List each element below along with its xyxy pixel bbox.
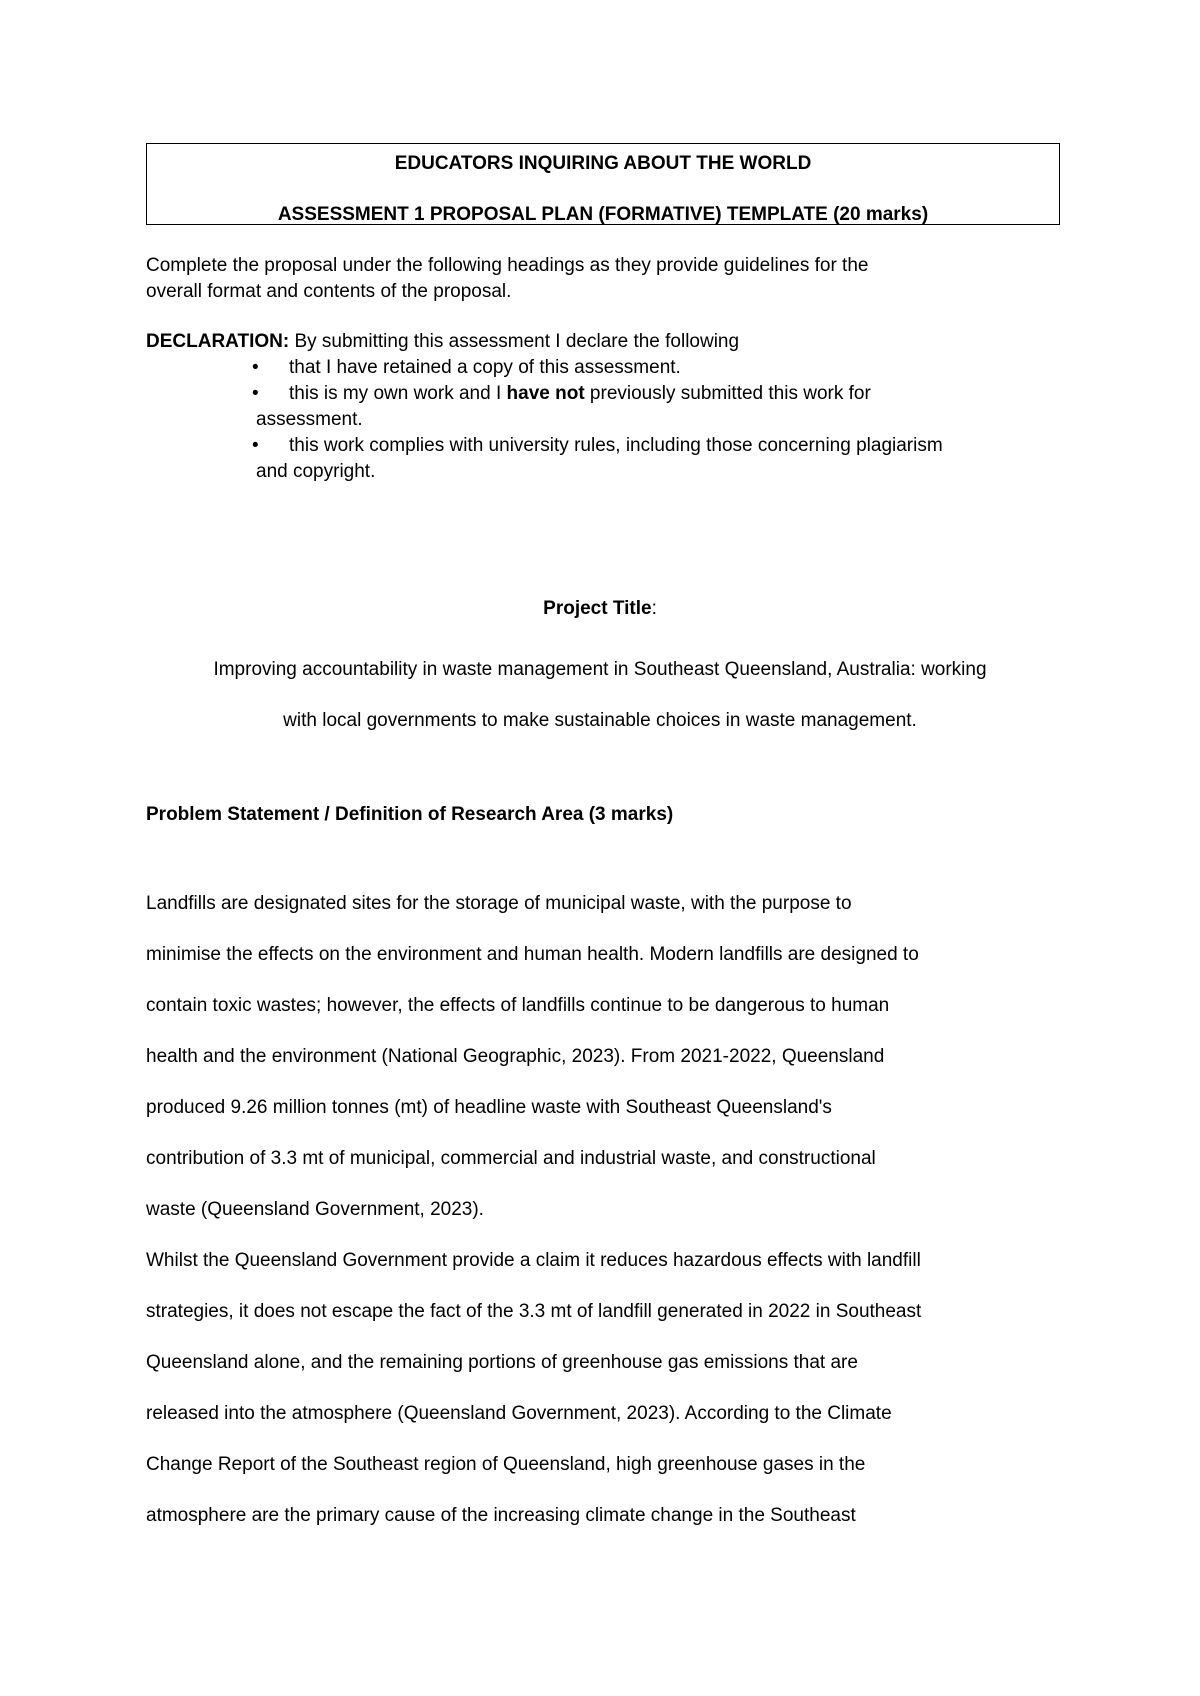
instructions-line: Complete the proposal under the following headings as they provide guidelines for the — [146, 255, 869, 276]
instructions-paragraph — [146, 253, 1066, 305]
text-line: contribution of 3.3 mt of municipal, commercial and industrial waste, and constructional — [146, 1148, 876, 1169]
project-title-line: Improving accountability in waste management in Southeast Queensland, Australia: working — [213, 659, 987, 680]
text-line: contain toxic wastes; however, the effects of landfills continue to be dangerous to human — [146, 995, 890, 1016]
instructions-line: overall format and contents of the proposal. — [146, 281, 512, 302]
bullet-icon: • — [252, 383, 259, 404]
text-line: strategies, it does not escape the fact of the 3.3 mt of landfill generated in 2022 in Southeast — [146, 1301, 922, 1322]
paragraph — [146, 1235, 1066, 1541]
list-item-text: this work complies with university rules, including those concerning plagiarism — [289, 435, 943, 456]
text-line: waste (Queensland Government, 2023). — [146, 1199, 484, 1220]
list-item-emphasis: have not — [506, 383, 585, 404]
bullet-icon: • — [252, 357, 259, 378]
list-item-text: that I have retained a copy of this assessment. — [289, 357, 681, 378]
project-title-heading — [0, 596, 1200, 622]
list-item-text: previously submitted this work for — [584, 383, 871, 404]
list-item — [146, 433, 1066, 459]
declaration-list — [146, 355, 1066, 485]
text-line: Landfills are designated sites for the storage of municipal waste, with the purpose to — [146, 893, 852, 914]
text-line: health and the environment (National Geographic, 2023). From 2021-2022, Queensland — [146, 1046, 885, 1067]
text-line: atmosphere are the primary cause of the increasing climate change in the Southeast — [146, 1505, 856, 1526]
assessment-title: ASSESSMENT 1 PROPOSAL PLAN (FORMATIVE) TEMPLATE (20 marks) — [277, 204, 929, 225]
project-title — [120, 644, 1080, 746]
declaration-block — [146, 329, 1066, 485]
list-item-continuation: assessment. — [256, 409, 363, 430]
project-title-line: with local governments to make sustainable choices in waste management. — [283, 710, 917, 731]
declaration-heading — [146, 329, 1066, 355]
bullet-icon: • — [252, 435, 259, 456]
list-item — [146, 355, 1066, 381]
text-line: minimise the effects on the environment and human health. Modern landfills are designed to — [146, 944, 919, 965]
project-title-label: Project Title — [543, 598, 652, 619]
text-line: Queensland alone, and the remaining portions of greenhouse gas emissions that are — [146, 1352, 858, 1373]
section-heading: Problem Statement / Definition of Research Area (3 marks) — [146, 804, 674, 825]
list-item-text: this is my own work and I — [289, 383, 507, 404]
text-line: Whilst the Queensland Government provide a claim it reduces hazardous effects with landfill — [146, 1250, 921, 1271]
declaration-text: By submitting this assessment I declare the following — [289, 331, 740, 352]
title-box — [146, 143, 1060, 225]
course-title: EDUCATORS INQUIRING ABOUT THE WORLD — [394, 153, 812, 174]
problem-statement-body — [146, 878, 1066, 1541]
paragraph — [146, 878, 1066, 1235]
declaration-label: DECLARATION: — [146, 331, 290, 352]
list-item-continuation: and copyright. — [256, 461, 376, 482]
text-line: released into the atmosphere (Queensland Government, 2023). According to the Climate — [146, 1403, 892, 1424]
text-line: produced 9.26 million tonnes (mt) of headline waste with Southeast Queensland's — [146, 1097, 832, 1118]
list-item — [146, 381, 1066, 407]
text-line: Change Report of the Southeast region of Queensland, high greenhouse gases in the — [146, 1454, 866, 1475]
project-title-colon: : — [651, 598, 657, 619]
